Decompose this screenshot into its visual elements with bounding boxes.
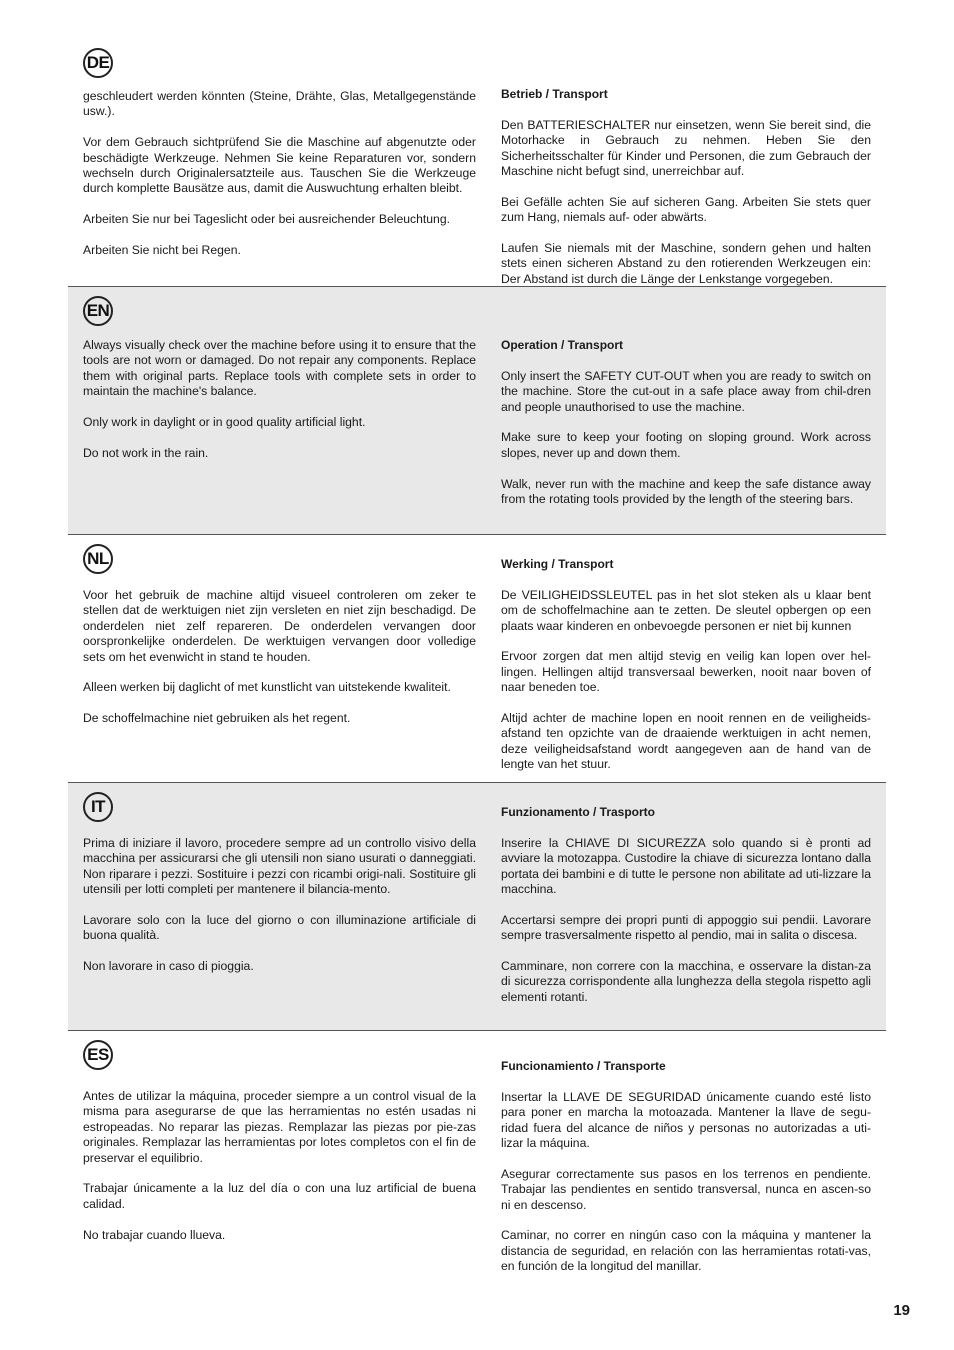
paragraph: Ervoor zorgen dat men altijd stevig en veilig kan lopen over hel-lingen. Hellingen altijd transversaal bewerken, nooit naar boven of naar beneden toe.	[501, 649, 871, 695]
section-heading: Funcionamiento / Transporte	[501, 1059, 666, 1073]
left-column-es	[83, 1089, 476, 1258]
paragraph: De schoffelmachine niet gebruiken als het regent.	[83, 711, 351, 726]
paragraph: Prima di iniziare il lavoro, procedere sempre ad un controllo visivo della macchina per assicurarsi che gli utensili non siano usurati o danneggiati. Non riparare i pezzi. Sostituire i pezzi con ricambi origi-nali. Sostituire gli utensili per lotti completi per mantenere il bilancia-mento.	[83, 836, 476, 897]
language-badge-de: DE	[83, 48, 113, 78]
section-it	[68, 782, 886, 1030]
language-badge-es: ES	[83, 1040, 113, 1070]
paragraph: Only insert the SAFETY CUT-OUT when you are ready to switch on the machine. Store the cut-out in a safe place away from chil-dren and people unauthorised to use the machine.	[501, 368, 871, 414]
section-heading: Betrieb / Transport	[501, 87, 608, 101]
paragraph: Caminar, no correr en ningún caso con la máquina y mantener la distancia de seguridad, en relación con las herramientas rotati-vas, en función de la longitud del manillar.	[501, 1228, 871, 1274]
paragraph: Asegurar correctamente sus pasos en los terrenos en pendiente. Trabajar las pendientes en sentido transversal, nunca en ascen-so ni en descenso.	[501, 1166, 871, 1212]
right-column-es	[501, 1059, 871, 1290]
paragraph: Camminare, non correre con la macchina, e osservare la distan-za di sicurezza corrispondente alla lunghezza della stegola rispetto agli elementi rotanti.	[501, 959, 871, 1004]
section-en	[68, 286, 886, 534]
paragraph: Accertarsi sempre dei propri punti di appoggio sui pendii. Lavorare sempre trasversalmente rispetto al pendio, mai in salita o discesa.	[501, 912, 871, 943]
language-badge-it: IT	[83, 792, 113, 822]
paragraph: Walk, never run with the machine and keep the safe distance away from the rotating tools provided by the length of the steering bars.	[501, 476, 871, 507]
right-column-it	[501, 805, 871, 1021]
paragraph: Non lavorare in caso di pioggia.	[83, 959, 254, 974]
paragraph: Altijd achter de machine lopen en nooit rennen en de veiligheids-afstand ten opzichte van de draaiende werktuigen in acht nemen, deze veiligheidsafstand wordt aangegeven aan de hand van de lengte van het stuur.	[501, 711, 871, 772]
paragraph: No trabajar cuando llueva.	[83, 1227, 226, 1242]
paragraph: Arbeiten Sie nur bei Tageslicht oder bei ausreichender Beleuchtung.	[83, 212, 450, 227]
paragraph: Laufen Sie niemals mit der Maschine, sondern gehen und halten stets einen sicheren Abstand zu den rotierenden Werkzeugen ein: Der Abstand ist durch die Länge der Lenkstange vorgegeben.	[501, 241, 871, 286]
section-de	[68, 40, 886, 286]
left-column-it	[83, 836, 476, 990]
section-heading: Werking / Transport	[501, 557, 614, 571]
right-column-en	[501, 338, 871, 523]
paragraph: Always visually check over the machine before using it to ensure that the tools are not worn or damaged. Do not repair any components. Replace them with original parts. Replace tools with complete sets in order to maintain the machine's balance.	[83, 338, 476, 399]
language-badge-en: EN	[83, 296, 113, 326]
paragraph: Arbeiten Sie nicht bei Regen.	[83, 243, 241, 258]
paragraph: Do not work in the rain.	[83, 445, 209, 460]
left-column-de	[83, 89, 476, 274]
page-number: 19	[893, 1302, 910, 1319]
paragraph: Insertar la LLAVE DE SEGURIDAD únicamente cuando esté listo para poner en marcha la motoazada. Mantener la llave de segu-ridad fuera del alcance de niños y personas no autorizadas a uti-lizar la máquina.	[501, 1089, 871, 1151]
left-column-en	[83, 338, 476, 477]
paragraph: Den BATTERIESCHALTER nur einsetzen, wenn Sie bereit sind, die Motorhacke in Gebrauch zu nehmen. Heben Sie den Sicherheitsschalter für Kinder und Personen, die zum Gebrauch der Maschine nicht befugt sind, unerreichbar auf.	[501, 117, 871, 179]
paragraph: Voor het gebruik de machine altijd visueel controleren om zeker te stellen dat de werktuigen niet zijn versleten en niet zijn beschadigd. De onderdelen niet zelf repareren. De onderdelen vervangen door oorspronkelijke onderdelen. De werktuigen vervangen door volledige sets om het evenwicht in stand te houden.	[83, 588, 476, 664]
right-column-de	[501, 87, 871, 303]
left-column-nl	[83, 588, 476, 742]
paragraph: Only work in daylight or in good quality artificial light.	[83, 415, 366, 430]
section-heading: Operation / Transport	[501, 338, 624, 352]
right-column-nl	[501, 557, 871, 788]
paragraph: geschleudert werden könnten (Steine, Drähte, Glas, Metallgegenstände usw.).	[83, 89, 476, 119]
paragraph: Make sure to keep your footing on sloping ground. Work across slopes, never up and down them.	[501, 430, 871, 460]
paragraph: Antes de utilizar la máquina, proceder siempre a un control visual de la misma para asegurarse de que las herramientas no estén usadas ni estropeadas. No reparar las piezas. Remplazar las piezas por pie-zas originales. Remplazar las herramientas por lotes completos con el fin de preservar el equilibrio.	[83, 1089, 476, 1165]
paragraph: Bei Gefälle achten Sie auf sicheren Gang. Arbeiten Sie stets quer zum Hang, niemals auf- oder abwärts.	[501, 194, 871, 225]
paragraph: Inserire la CHIAVE DI SICUREZZA solo quando si è pronti ad avviare la motozappa. Custodire la chiave di sicurezza lontano dalla portata dei bambini e di tutte le persone non abilitate ad uti-lizzare la macchina.	[501, 835, 871, 897]
section-heading: Funzionamento / Trasporto	[501, 805, 656, 819]
section-es	[68, 1030, 886, 1285]
paragraph: Lavorare solo con la luce del giorno o con illuminazione artificiale di buona qualità.	[83, 913, 476, 943]
section-nl	[68, 534, 886, 782]
language-badge-nl: NL	[83, 544, 113, 574]
paragraph: De VEILIGHEIDSSLEUTEL pas in het slot steken als u klaar bent om de schoffelmachine aan te zetten. De sleutel opbergen op een plaats waar kinderen en onbevoegde personen er niet bij kunnen	[501, 587, 871, 633]
paragraph: Vor dem Gebrauch sichtprüfend Sie die Maschine auf abgenutzte oder beschädigte Werkzeuge. Nehmen Sie keine Reparaturen vor, sondern wechseln durch Originalersatzteile aus. Tauschen Sie die Werkzeuge durch komplette Bausätze aus, damit die Auswuchtung erhalten bleibt.	[83, 135, 476, 196]
paragraph: Alleen werken bij daglicht of met kunstlicht van uitstekende kwaliteit.	[83, 680, 451, 695]
paragraph: Trabajar únicamente a la luz del día o con una luz artificial de buena calidad.	[83, 1181, 476, 1211]
